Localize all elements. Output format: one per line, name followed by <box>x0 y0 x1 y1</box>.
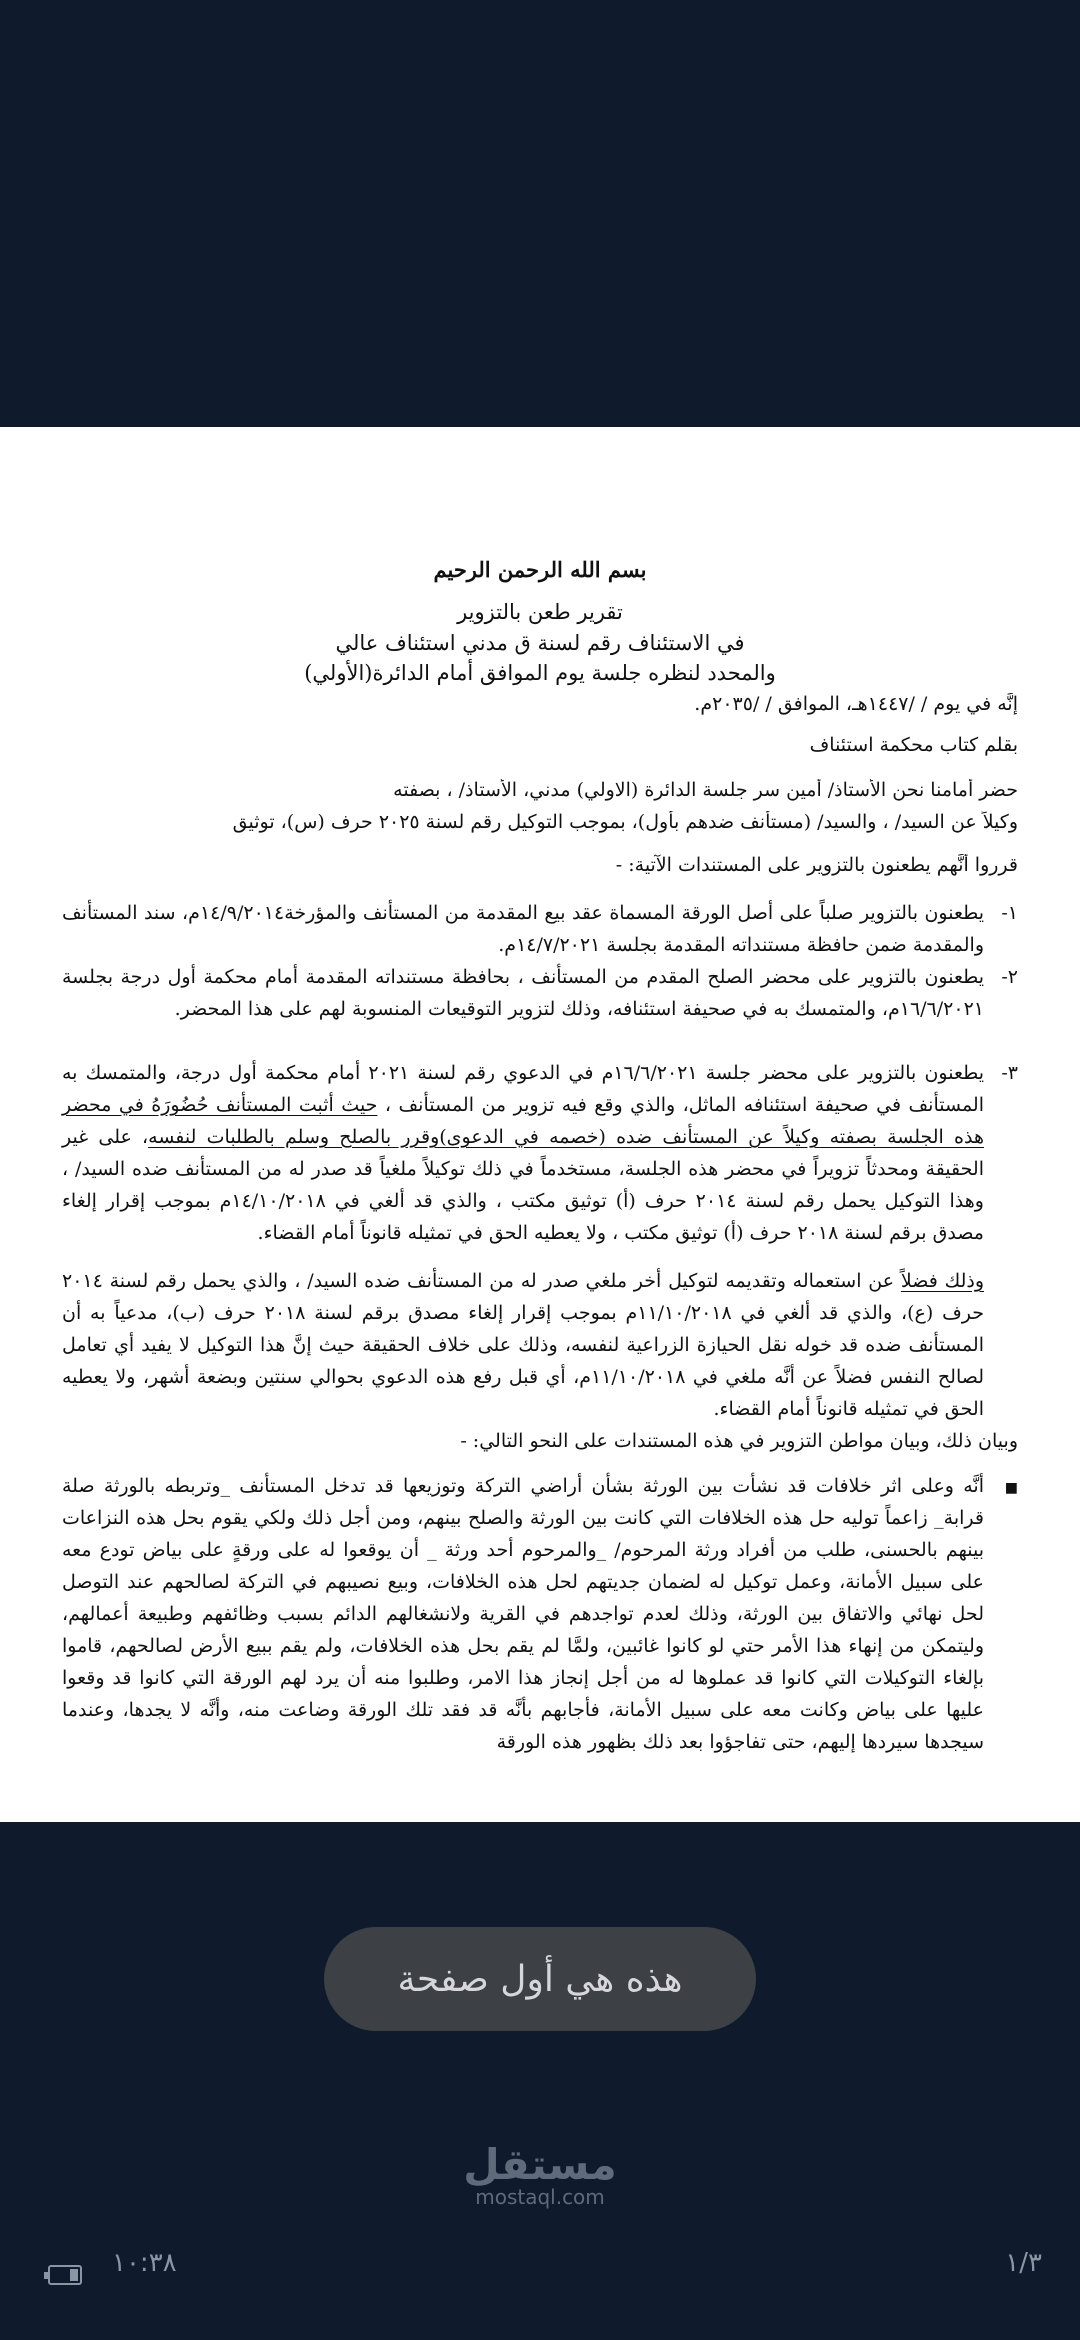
declare-line: قرروا أنَّهم يطعنون بالتزوير على المستندات الآتية: - <box>615 854 1018 876</box>
item-text-underlined: حيث أثبت المستأنف حُضُورَهُ في محضر هذه الجلسة بصفته وكيلاً عن المستأنف ضده (خصمه في الدعوى)وقرر بالصلح وسلم بالطلبات لنفسه <box>62 1094 984 1148</box>
basmala: بسم الله الرحمن الرحيم <box>433 557 647 582</box>
item-number: ٣- <box>1001 1062 1018 1084</box>
document-title: تقرير طعن بالتزوير <box>457 600 623 624</box>
status-time: ١٠:٣٨ <box>112 2248 177 2278</box>
list-item <box>62 961 1018 1025</box>
forgery-intro: وبيان ذلك، وبيان مواطن التزوير في هذه المستندات على النحو التالي: - <box>460 1430 1018 1452</box>
toast-message: هذه هي أول صفحة <box>324 1927 756 2031</box>
item-text-end: ، على غير الحقيقة ومحدثاً تزويراً في محضر هذه الجلسة، مستخدماً في ذلك توكيلاً ملغياً قد صدر له من المستأنف ضده السيد/ ، وهذا التوكيل يحمل رقم لسنة ٢٠١٤ حرف (أ) توثيق مكتب ، والذي قد ألغي في ١٤/١٠/٢٠١٨م بموجب إقرار إلغاء مصدق برقم لسنة ٢٠١٨ حرف (أ) توثيق مكتب ، ولا يعطيه الحق في تمثيله قانوناً أمام القضاء. <box>62 1126 984 1244</box>
list-item <box>62 1057 1018 1249</box>
clerk-line: بقلم كتاب محكمة استئناف <box>809 734 1018 756</box>
item-text: يطعنون بالتزوير صلباً على أصل الورقة المسماة عقد بيع المقدمة من المستأنف والمؤرخة١٤/٩/٢٠١٤م، سند المستأنف والمقدمة ضمن حافظة مستنداته المقدمة بجلسة ١٤/٧/٢٠٢١م. <box>62 902 984 956</box>
watermark-name: مستقل <box>463 2140 617 2189</box>
bullet-icon: ■ <box>1004 1480 1018 1496</box>
item-text: يطعنون بالتزوير على محضر الصلح المقدم من المستأنف ، بحافظة مستنداته المقدمة أمام محكمة أول درجة بجلسة ١٦/٦/٢٠٢١م، والمتمسك به في صحيفة استئنافه، وذلك لتزوير التوقيعات المنسوبة لهم على هذا المحضر. <box>62 966 984 1020</box>
watermark-domain: mostaql.com <box>475 2185 605 2209</box>
document-subtitle: في الاستئناف رقم لسنة ق مدني استئناف عالي <box>335 631 745 655</box>
session-line: والمحدد لنظره جلسة يوم الموافق أمام الدائرة(الأولي) <box>304 661 776 685</box>
item-number: ٢- <box>1001 966 1018 988</box>
extra-underlined: وذلك فضلاً <box>900 1270 985 1292</box>
bullet-item <box>62 1470 1018 1758</box>
date-line: إنَّه في يوم / /١٤٤٧هـ، الموافق / /٢٠٣٥م. <box>694 693 1018 715</box>
page-indicator: ١/٣ <box>1005 2248 1042 2278</box>
extra-text: عن استعماله وتقديمه لتوكيل أخر ملغي صدر له من المستأنف ضده السيد/ ، والذي يحمل رقم لسنة ٢٠١٤ حرف (ع)، والذي قد ألغي في ١١/١٠/٢٠١٨م بموجب إقرار إلغاء مصدق برقم لسنة ٢٠١٨ حرف (ب)، مدعياً به أن المستأنف ضده قد خوله نقل الحيازة الزراعية لنفسه، وذلك على خلاف الحقيقة حيث إنَّ هذا التوكيل لا يفيد أي تعامل لصالح النفس فضلاً عن أنَّه ملغي في ١١/١٠/٢٠١٨م، أي قبل رفع هذه الدعوي بحوالي سنتين وبضعة أشهر، ولا يعطيه الحق في تمثيله قانوناً أمام القضاء. <box>62 1270 985 1420</box>
document-page <box>0 427 1080 1822</box>
watermark-logo <box>0 1990 1080 2209</box>
present-line-2: وكيلاً عن السيد/ ، والسيد/ (مستأنف ضدهم بأول)، بموجب التوكيل رقم لسنة ٢٠٢٥ حرف (س)، توثيق <box>232 811 1018 833</box>
item-text <box>62 1057 984 1249</box>
battery-icon <box>48 2265 82 2285</box>
item-text-start: يطعنون بالتزوير على محضر جلسة ١٦/٦/٢٠٢١م في الدعوي رقم لسنة ٢٠٢١ أمام محكمة أول درجة، والمتمسك به المستأنف في صحيفة استئنافه الماثل، والذي وقع فيه تزوير من المستأنف ، <box>62 1062 984 1116</box>
present-line-1: حضر أمامنا نحن الأستاذ/ أمين سر جلسة الدائرة (الاولي) مدني، الأستاذ/ ، بصفته <box>393 779 1018 801</box>
extra-paragraph <box>62 1265 1018 1425</box>
list-item <box>62 897 1018 961</box>
bullet-text: أنَّه وعلى اثر خلافات قد نشأت بين الورثة بشأن أراضي التركة وتوزيعها قد تدخل المستأنف _وتربطه بالورثة صلة قرابة_ زاعماً توليه حل هذه الخلافات التي كانت بين الورثة والصلح بينهم، ومن أجل ذلك ولكي يقوم بحل هذه النزاعات بينهم بالحسنى، طلب من أفراد ورثة المرحوم/ _والمرحوم أحد ورثة _ أن يوقعوا له على ورقةٍ على بياض تودع معه على سبيل الأمانة، وعمل توكيل له لضمان جديتهم لحل هذه الخلافات، وبيع نصيبهم في التركة لصالحهم عند التوصل لحل نهائي والاتفاق بين الورثة، وذلك لعدم تواجدهم في القرية ولانشغالهم الدائم بسبب وظائفهم وطبيعة أعمالهم، وليتمكن من إنهاء هذا الأمر حتي لو كانوا غائبين، ولمَّا لم يقم بحل هذه الخلافات، ولم يقم ببيع الأرض لصالحهم، قاموا بإلغاء التوكيلات التي كانوا قد عملوها له من أجل إنجاز هذا الامر، وطلبوا منه أن يرد لهم الورقة التي كانوا قد وقعوا عليها على بياض وكانت معه على سبيل الأمانة، فأجابهم بأنَّه قد فقد تلك الورقة وضاعت منه، وأنَّه لا يجدها، وعندما سيجدها سيردها إليهم، حتى تفاجؤوا بعد ذلك بظهور هذه الورقة <box>62 1475 984 1753</box>
item-number: ١- <box>1001 902 1018 924</box>
